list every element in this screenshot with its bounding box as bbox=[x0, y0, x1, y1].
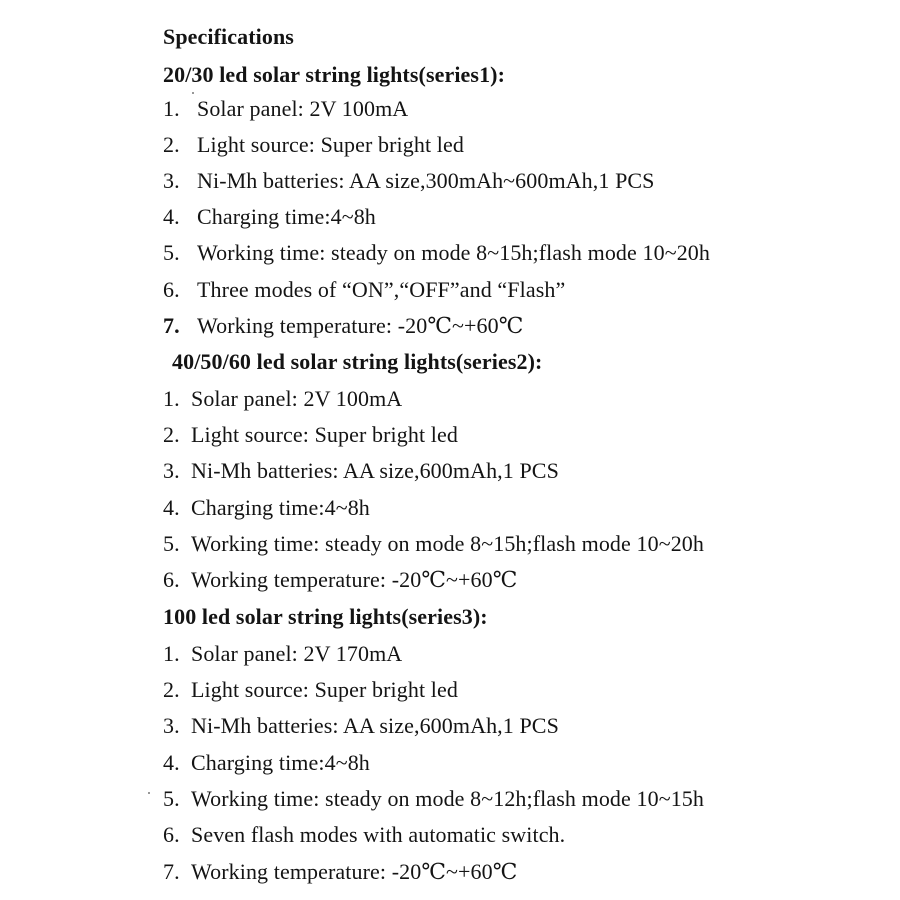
item-number: 6. bbox=[163, 567, 180, 592]
item-text: Working time: steady on mode 8~12h;flash mode 10~15h bbox=[191, 786, 704, 811]
series1-item-6 bbox=[163, 277, 565, 303]
item-text: Seven flash modes with automatic switch. bbox=[191, 822, 566, 847]
item-number: 4. bbox=[163, 750, 180, 775]
item-number: 1. bbox=[163, 386, 180, 411]
item-text: Light source: Super bright led bbox=[197, 132, 464, 157]
series3-item-2 bbox=[163, 677, 458, 703]
item-number: 2. bbox=[163, 132, 180, 157]
item-number: 7. bbox=[163, 859, 180, 884]
item-text: Working temperature: -20℃~+60℃ bbox=[197, 313, 524, 338]
item-number: 3. bbox=[163, 713, 180, 738]
series2-item-1 bbox=[163, 386, 402, 412]
series3-item-1 bbox=[163, 641, 402, 667]
item-text: Working time: steady on mode 8~15h;flash mode 10~20h bbox=[191, 531, 704, 556]
item-text: Working temperature: -20℃~+60℃ bbox=[191, 859, 518, 884]
item-number: 4. bbox=[163, 204, 180, 229]
item-number: 5. bbox=[163, 531, 180, 556]
page-title: Specifications bbox=[163, 24, 294, 49]
series3-item-4 bbox=[163, 750, 370, 776]
series3-item-5 bbox=[163, 786, 704, 812]
series1-item-2 bbox=[163, 132, 464, 158]
series1-item-1 bbox=[163, 96, 408, 122]
item-text: Solar panel: 2V 100mA bbox=[191, 386, 403, 411]
item-number: 1. bbox=[163, 96, 180, 121]
item-number: 4. bbox=[163, 495, 180, 520]
scan-speck bbox=[192, 92, 194, 94]
item-text: Charging time:4~8h bbox=[191, 750, 370, 775]
item-number: 2. bbox=[163, 422, 180, 447]
series1-item-4 bbox=[163, 204, 376, 230]
item-text: Solar panel: 2V 170mA bbox=[191, 641, 403, 666]
item-text: Charging time:4~8h bbox=[191, 495, 370, 520]
item-number: 3. bbox=[163, 458, 180, 483]
series1-heading: 20/30 led solar string lights(series1): bbox=[163, 62, 506, 87]
item-number: 5. bbox=[163, 786, 180, 811]
item-number: 6. bbox=[163, 822, 180, 847]
series1-item-3 bbox=[163, 168, 655, 194]
item-text: Charging time:4~8h bbox=[197, 204, 376, 229]
item-text: Light source: Super bright led bbox=[191, 422, 458, 447]
item-number: 2. bbox=[163, 677, 180, 702]
series2-item-6 bbox=[163, 567, 517, 593]
item-text: Light source: Super bright led bbox=[191, 677, 458, 702]
series1-item-7 bbox=[163, 313, 523, 339]
item-text: Working temperature: -20℃~+60℃ bbox=[191, 567, 518, 592]
scan-speck bbox=[148, 792, 150, 794]
item-text: Three modes of “ON”,“OFF”and “Flash” bbox=[197, 277, 566, 302]
item-text: Solar panel: 2V 100mA bbox=[197, 96, 409, 121]
item-text: Ni-Mh batteries: AA size,600mAh,1 PCS bbox=[191, 713, 559, 738]
series2-item-2 bbox=[163, 422, 458, 448]
item-text: Ni-Mh batteries: AA size,300mAh~600mAh,1 PCS bbox=[197, 168, 655, 193]
item-text: Ni-Mh batteries: AA size,600mAh,1 PCS bbox=[191, 458, 559, 483]
series1-item-5 bbox=[163, 240, 710, 266]
item-number: 6. bbox=[163, 277, 180, 302]
item-text: Working time: steady on mode 8~15h;flash mode 10~20h bbox=[197, 240, 710, 265]
series2-heading: 40/50/60 led solar string lights(series2): bbox=[172, 349, 543, 374]
series3-heading: 100 led solar string lights(series3): bbox=[163, 604, 488, 629]
series2-item-3 bbox=[163, 458, 559, 484]
series2-item-4 bbox=[163, 495, 370, 521]
item-number: 1. bbox=[163, 641, 180, 666]
series3-item-6 bbox=[163, 822, 565, 848]
item-number: 7. bbox=[163, 313, 180, 338]
item-number: 5. bbox=[163, 240, 180, 265]
series2-item-5 bbox=[163, 531, 704, 557]
series3-item-3 bbox=[163, 713, 559, 739]
item-number: 3. bbox=[163, 168, 180, 193]
series3-item-7 bbox=[163, 859, 517, 885]
